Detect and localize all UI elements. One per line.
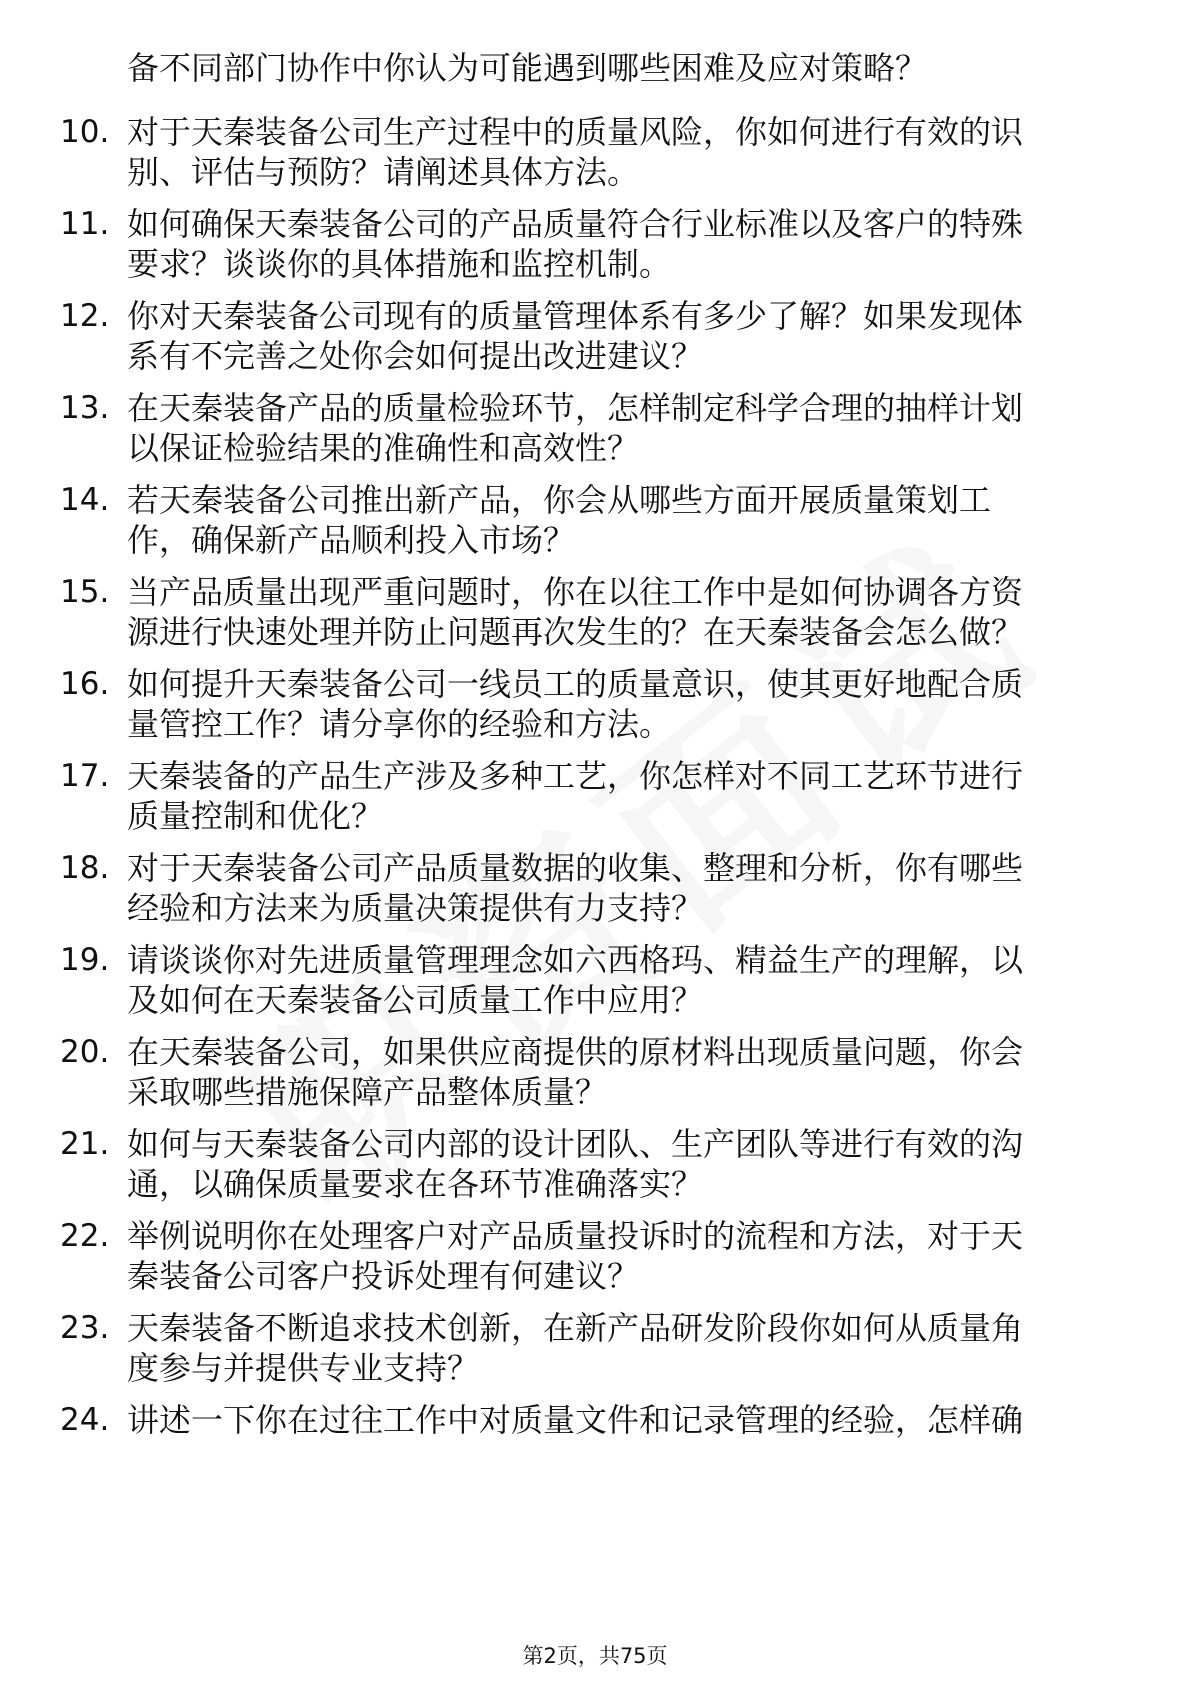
question-text-line: 作，确保新产品顺利投入市场？ (127, 521, 576, 559)
question-item (0, 1124, 1190, 1220)
question-text-line: 度参与并提供专业支持？ (127, 1349, 480, 1387)
question-number: 14. (60, 482, 110, 518)
continuation-text: 备不同部门协作中你认为可能遇到哪些困难及应对策略？ (127, 49, 928, 87)
question-number: 20. (60, 1034, 110, 1070)
question-text-line: 系有不完善之处你会如何提出改进建议？ (127, 337, 704, 375)
question-text-line: 请谈谈你对先进质量管理理念如六西格玛、精益生产的理解，以 (127, 941, 1024, 979)
question-text-line: 在天秦装备公司，如果供应商提供的原材料出现质量问题，你会 (127, 1033, 1024, 1071)
question-text-line: 经验和方法来为质量决策提供有力支持？ (127, 889, 704, 927)
question-text-line: 质量控制和优化？ (127, 797, 384, 835)
question-text-line: 如何与天秦装备公司内部的设计团队、生产团队等进行有效的沟 (127, 1125, 1024, 1163)
question-number: 23. (60, 1310, 110, 1346)
question-text-line: 对于天秦装备公司生产过程中的质量风险，你如何进行有效的识 (127, 113, 1024, 151)
question-number: 22. (60, 1218, 110, 1254)
question-number: 10. (60, 114, 110, 150)
question-number: 11. (60, 206, 110, 242)
question-text-line: 如何确保天秦装备公司的产品质量符合行业标准以及客户的特殊 (127, 205, 1024, 243)
question-text-line: 秦装备公司客户投诉处理有何建议？ (127, 1257, 640, 1295)
question-text-line: 若天秦装备公司推出新产品，你会从哪些方面开展质量策划工 (127, 481, 992, 519)
question-text-line: 你对天秦装备公司现有的质量管理体系有多少了解？如果发现体 (127, 297, 1024, 335)
question-number: 12. (60, 298, 110, 334)
question-item (0, 388, 1190, 484)
question-number: 24. (60, 1402, 110, 1438)
question-number: 21. (60, 1126, 110, 1162)
question-text-line: 量管控工作？请分享你的经验和方法。 (127, 705, 672, 743)
question-item (0, 572, 1190, 668)
question-item (0, 664, 1190, 760)
question-text-line: 通，以确保质量要求在各环节准确落实？ (127, 1165, 704, 1203)
question-text-line: 当产品质量出现严重问题时，你在以往工作中是如何协调各方资 (127, 573, 1024, 611)
question-text-line: 及如何在天秦装备公司质量工作中应用？ (127, 981, 704, 1019)
question-text-line: 如何提升天秦装备公司一线员工的质量意识，使其更好地配合质 (127, 665, 1024, 703)
question-item (0, 1216, 1190, 1312)
question-text-line: 讲述一下你在过往工作中对质量文件和记录管理的经验，怎样确 (127, 1401, 1024, 1439)
question-text-line: 对于天秦装备公司产品质量数据的收集、整理和分析，你有哪些 (127, 849, 1024, 887)
question-item (0, 112, 1190, 208)
question-item (0, 756, 1190, 852)
question-item (0, 204, 1190, 300)
question-item (0, 940, 1190, 1036)
question-number: 15. (60, 574, 110, 610)
question-text-line: 天秦装备的产品生产涉及多种工艺，你怎样对不同工艺环节进行 (127, 757, 1024, 795)
question-item (0, 1308, 1190, 1404)
question-number: 17. (60, 758, 110, 794)
question-number: 18. (60, 850, 110, 886)
question-item (0, 848, 1190, 944)
question-number: 19. (60, 942, 110, 978)
question-text-line: 天秦装备不断追求技术创新，在新产品研发阶段你如何从质量角 (127, 1309, 1024, 1347)
question-item (0, 1400, 1190, 1496)
question-number: 13. (60, 390, 110, 426)
question-text-line: 举例说明你在处理客户对产品质量投诉时的流程和方法，对于天 (127, 1217, 1024, 1255)
question-item (0, 480, 1190, 576)
question-text-line: 源进行快速处理并防止问题再次发生的？在天秦装备会怎么做？ (127, 613, 1024, 651)
question-text-line: 别、评估与预防？请阐述具体方法。 (127, 153, 640, 191)
question-item (0, 296, 1190, 392)
question-text-line: 在天秦装备产品的质量检验环节，怎样制定科学合理的抽样计划 (127, 389, 1024, 427)
question-item (0, 1032, 1190, 1128)
question-text-line: 要求？谈谈你的具体措施和监控机制。 (127, 245, 672, 283)
question-text-line: 采取哪些措施保障产品整体质量？ (127, 1073, 608, 1111)
question-text-line: 以保证检验结果的准确性和高效性？ (127, 429, 640, 467)
question-number: 16. (60, 666, 110, 702)
page-footer: 第2页，共75页 (522, 1644, 668, 1668)
